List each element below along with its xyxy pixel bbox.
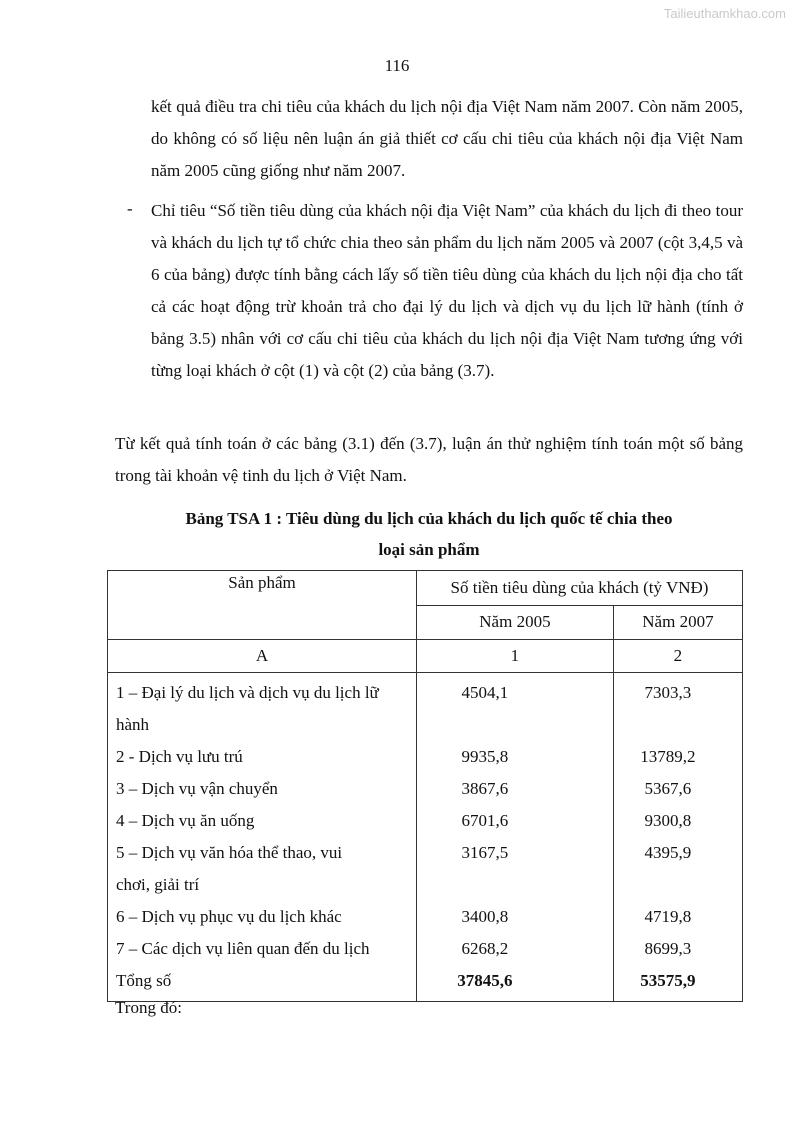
table-header-row	[108, 571, 743, 606]
bullet-dash: -	[127, 199, 133, 218]
value-2005: 6268,2	[461, 939, 509, 958]
product-name: 7 – Các dịch vụ liên quan đến du lịch	[116, 939, 370, 958]
table-body-row	[108, 673, 743, 1002]
paragraph-1: kết quả điều tra chi tiêu của khách du lịch nội địa Việt Nam năm 2007. Còn năm 2005, do không có số liệu nên luận án giả thiết cơ cấu chi tiêu của khách nội địa Việt Nam năm 2005 cũng giống như năm 2007.	[151, 97, 743, 180]
product-name: 4 – Dịch vụ ăn uống	[116, 811, 255, 830]
value-2005: 3167,5	[461, 843, 509, 862]
value-2005: 9935,8	[461, 747, 509, 766]
header-money: Số tiền tiêu dùng của khách (tỷ VNĐ)	[417, 571, 743, 606]
values-2005-cell	[417, 673, 614, 1002]
blank-line	[614, 709, 742, 741]
product-name: 3 – Dịch vụ vận chuyển	[116, 779, 278, 798]
value-2007: 4395,9	[644, 843, 692, 862]
trong-do-label: Trong đó:	[115, 998, 182, 1017]
header-product: Sản phẩm	[108, 571, 417, 640]
table-title-continued: loại sản phẩm	[378, 540, 480, 559]
product-name-continued: chơi, giải trí	[116, 875, 200, 894]
column-index-1: 1	[417, 640, 614, 673]
total-2005: 37845,6	[457, 971, 513, 990]
value-2005: 3867,6	[461, 779, 509, 798]
watermark: Tailieuthamkhao.com	[663, 6, 786, 21]
tsa1-table	[107, 570, 743, 1002]
header-year-2007: Năm 2007	[613, 605, 742, 640]
blank-line	[417, 869, 613, 901]
value-2007: 4719,8	[644, 907, 692, 926]
product-name: 5 – Dịch vụ văn hóa thể thao, vui	[116, 843, 343, 862]
value-2007: 8699,3	[644, 939, 692, 958]
value-2007: 7303,3	[644, 683, 692, 702]
value-2007: 9300,8	[644, 811, 692, 830]
value-2007: 13789,2	[640, 747, 696, 766]
values-2007-cell	[613, 673, 742, 1002]
blank-line	[614, 869, 742, 901]
column-index-2: 2	[613, 640, 742, 673]
value-2005: 4504,1	[461, 683, 509, 702]
blank-line	[417, 709, 613, 741]
paragraph-3: Từ kết quả tính toán ở các bảng (3.1) đến (3.7), luận án thử nghiệm tính toán một số bảng trong tài khoản vệ tinh du lịch ở Việt Nam.	[115, 434, 743, 485]
page-number: 116	[384, 56, 410, 75]
column-index-a: A	[108, 640, 417, 673]
total-2007: 53575,9	[640, 971, 696, 990]
paragraph-2: Chỉ tiêu “Số tiền tiêu dùng của khách nội địa Việt Nam” của khách du lịch đi theo tour và khách du lịch tự tổ chức chia theo sản phẩm du lịch năm 2005 và 2007 (cột 3,4,5 và 6 của bảng) được tính bằng cách lấy số tiền tiêu dùng của khách du lịch nội địa cho tất cả các hoạt động trừ khoản trả cho đại lý du lịch và dịch vụ du lịch lữ hành (tính ở bảng 3.5) nhân với cơ cấu chi tiêu của khách du lịch nội địa Việt Nam tương ứng với từng loại khách ở cột (1) và cột (2) của bảng (3.7).	[151, 201, 743, 380]
total-label: Tổng số	[116, 971, 172, 990]
product-name: 6 – Dịch vụ phục vụ du lịch khác	[116, 907, 342, 926]
product-name-continued: hành	[116, 715, 150, 734]
header-year-2005: Năm 2005	[417, 605, 614, 640]
value-2007: 5367,6	[644, 779, 692, 798]
value-2005: 6701,6	[461, 811, 509, 830]
value-2005: 3400,8	[461, 907, 509, 926]
table-title: Bảng TSA 1 : Tiêu dùng du lịch của khách du lịch quốc tế chia theo	[185, 509, 673, 528]
product-name: 1 – Đại lý du lịch và dịch vụ du lịch lữ	[116, 683, 379, 702]
product-name: 2 - Dịch vụ lưu trú	[116, 747, 243, 766]
table-column-index-row	[108, 640, 743, 673]
product-names-cell	[108, 673, 417, 1002]
